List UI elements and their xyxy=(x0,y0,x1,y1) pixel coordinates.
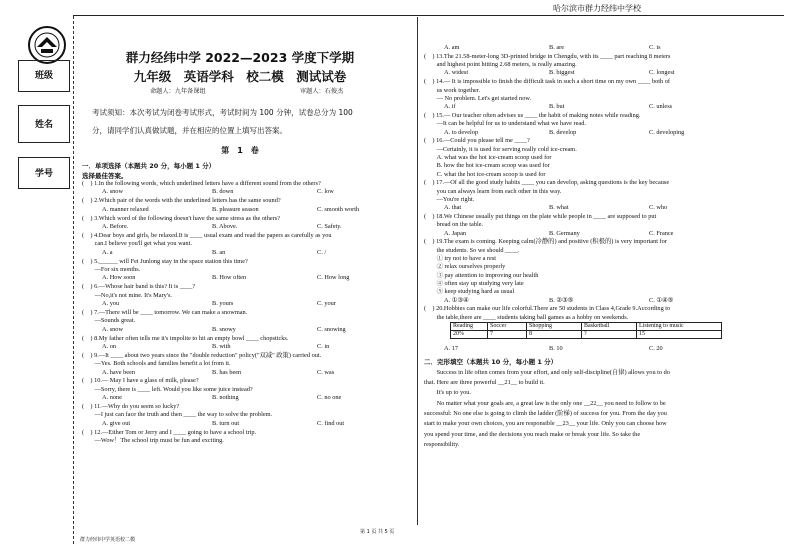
option-b: B. what xyxy=(549,204,569,212)
option-b: B. with xyxy=(212,342,231,350)
option-b: B. How often xyxy=(212,274,247,282)
exam-subtitle: 九年级 英语学科 校二模 测试试卷 xyxy=(133,69,347,84)
question-19-stem: ( ) 19.The exam is coming. Keeping calm(冷静的) and positive (积极的) is very important for xyxy=(424,238,667,246)
question-15-stem: ( ) 15.— Our teacher often advises us ____ the habit of making notes while reading. xyxy=(424,111,641,119)
passage-line: you spend your time, and the decisions you reach make or break your life. So take the xyxy=(424,430,641,438)
question-16-stem: —Certainly, it is used for serving really cold ice-cream. xyxy=(424,145,577,153)
passage-line: successful: No one else is going to climb the ladder (阶梯) of success for you. From the day you xyxy=(424,409,667,417)
hobby-table xyxy=(450,322,722,339)
option-a: A. manner relaxed xyxy=(102,205,149,213)
question-14-stem: — No problem. Let's get started now. xyxy=(424,94,532,102)
option-c: C. no one xyxy=(317,394,342,402)
question-17-stem: you can always learn from each other in this way. xyxy=(424,187,562,195)
question-18-stem: bread on the table. xyxy=(424,221,484,229)
option-c: C. / xyxy=(317,248,327,256)
question-16-stem: ( ) 16.—Could you please tell me ____? xyxy=(424,137,530,145)
table-cell: 7 xyxy=(488,330,527,338)
passage-line: responsibility. xyxy=(424,440,460,448)
option-a: A. if xyxy=(444,103,456,111)
question-14-stem: us work together. xyxy=(424,86,481,94)
exam-title: 群力经纬中学 2022—2023 学度下学期 xyxy=(125,50,355,65)
option-a: A. a xyxy=(102,248,113,256)
question-16-stem: A. what was the hot ice-cream scoop used for xyxy=(424,153,552,161)
number-label: 学号 xyxy=(34,169,53,179)
question-19-stem: ② relax ourselves properly xyxy=(424,263,506,271)
question-9-stem: —Yes. Both schools and families benefit a lot from it. xyxy=(82,360,231,368)
option-a: A. am xyxy=(444,44,460,51)
question-10-stem: —Sorry, there is ____ left. Would you like some juice instead? xyxy=(82,385,253,393)
option-b: B. are xyxy=(549,44,565,51)
option-b: B. an xyxy=(212,248,226,256)
option-b: B. down xyxy=(212,188,234,196)
question-16-stem: C. what the hot ice-cream scoop is used for xyxy=(424,170,546,178)
name-label: 姓名 xyxy=(34,120,53,130)
option-a: A. you xyxy=(102,299,120,307)
option-c: C. low xyxy=(317,188,334,196)
option-c: C. longest xyxy=(649,69,675,77)
option-a: A. have been xyxy=(102,368,136,376)
option-b: B. biggest xyxy=(549,69,575,77)
question-6-stem: ( ) 6.—Whose hair band is this? It is ____? xyxy=(82,283,196,291)
option-a: A. snow xyxy=(102,188,123,196)
author: 命题人：九年备课组 xyxy=(150,88,206,95)
option-b: B. turn out xyxy=(212,419,240,427)
school-header: 哈尔滨市群力经纬中学校 xyxy=(553,4,641,13)
question-16-stem: B. how the hot ice-cream scoop was used for xyxy=(424,162,550,170)
option-b: B. snowy xyxy=(212,325,236,333)
option-b: B. but xyxy=(549,103,565,111)
passage-line: No matter what your goals are, a great law is the only one __22__ you need to follow to be xyxy=(424,399,666,407)
question-19-stem: ④ often stay up studying very late xyxy=(424,279,524,287)
option-c: C. unless xyxy=(649,103,673,111)
question-11-stem: ( ) 11.—Why do you seem so lucky? xyxy=(82,403,180,411)
question-18-stem: ( ) 18.We Chinese usually put things on the plate while people in ____ are supposed to put xyxy=(424,213,657,220)
notice-line-2: 分，请同学们认真做试题，并在相应的位置上填写出答案。 xyxy=(92,126,287,135)
column-divider xyxy=(417,17,418,525)
binding-line xyxy=(73,16,74,544)
question-11-stem: —I just can face the truth and then ____ the way to solve the problem. xyxy=(82,411,273,419)
question-1-stem: ( ) 1.In the following words, which underlined letters have a different sound from the others? xyxy=(82,180,321,187)
question-19-stem: ① try not to have a rest xyxy=(424,255,497,262)
question-3-stem: ( ) 3.Which word of the following doesn't have the same stress as the others? xyxy=(82,214,281,222)
option-c: C. developing xyxy=(649,128,685,136)
option-a: A. to develop xyxy=(444,128,479,136)
question-19-stem: ③ pay attention to improving our health xyxy=(424,271,539,279)
question-12-stem: —Wow！The school trip must be fun and exciting. xyxy=(82,437,224,445)
notice-line-1: 考试须知：本次考试为闭卷考试形式，考试时间为 100 分钟，试卷总分为 100 xyxy=(92,108,353,117)
question-15-stem: —It can be helpful for us to understand what we have read. xyxy=(424,120,586,128)
table-cell: ? xyxy=(582,330,637,338)
section2-heading: 二．完形填空（本题共 10 分，每小题 1 分） xyxy=(424,357,558,366)
option-c: C. who xyxy=(649,204,668,212)
question-19-stem: ⑤ keep studying hard as usual xyxy=(424,288,515,296)
option-c: C. Safety. xyxy=(317,222,342,230)
question-5-stem: ( ) 5.______ will Fei Junlong stay in the space station this time? xyxy=(82,257,248,265)
passage-line: It's up to you. xyxy=(424,389,471,397)
option-c: C. France xyxy=(649,229,674,237)
school-logo xyxy=(27,25,67,65)
question-12-stem: ( ) 12.—Either Tom or Jerry and I ____ going to have a school trip. xyxy=(82,428,257,436)
question-4-stem: can.I believe you'll get what you want. xyxy=(82,240,192,248)
option-c: C. find out xyxy=(317,419,345,427)
table-header-cell: Shopping xyxy=(527,322,582,330)
question-8-stem: ( ) 8.My father often tells me it's impolite to hit an empty bowl ____ chopsticks. xyxy=(82,334,289,342)
question-20-stem: ( ) 20.Hobbies can make our life colorful.There are 50 students in Class 4,Grade 9.According to xyxy=(424,305,671,313)
question-17-stem: —You're right. xyxy=(424,195,475,203)
option-c: C. How long xyxy=(317,274,350,282)
option-a: A. none xyxy=(102,394,122,402)
option-c: C. snowing xyxy=(317,325,346,333)
passage-line: that. Here are three powerful __21__ to build it. xyxy=(424,379,545,386)
option-c: C. in xyxy=(317,342,330,350)
option-a: A. that xyxy=(444,204,462,212)
question-9-stem: ( ) 9.—It ____ about two years since the "double reduction" policy("双减" 政策) carried out. xyxy=(82,351,322,359)
question-7-stem: —Sounds great. xyxy=(82,317,136,325)
passage-line: Success in life often comes from your effort, and only self-discipline(自律) allows you to do xyxy=(424,368,670,376)
table-cell: 20% xyxy=(451,330,488,338)
reviewer: 审题人：石俊杰 xyxy=(300,88,344,95)
section1-instruction: 选择最佳答案。 xyxy=(82,172,128,180)
option-c: C. is xyxy=(649,44,661,51)
question-4-stem: ( ) 4.Dear boys and girls, be relaxed.It is ____ usual exam and read the papers as carefully as you xyxy=(82,231,332,239)
option-b: B. pleasure season xyxy=(212,205,259,213)
option-a: A. give out xyxy=(102,419,131,427)
option-b: B. 10 xyxy=(549,344,563,352)
option-b: B. yours xyxy=(212,299,234,307)
question-2-stem: ( ) 2.Which pair of the words with the underlined letters has the same sound? xyxy=(82,197,281,205)
question-10-stem: ( ) 10.— May I have a glass of milk, please? xyxy=(82,377,199,385)
question-13-stem: ( ) 13.The 21.58-meter-long 3D-printed bridge in Chengdu, with its ____ part reaching 8 meters xyxy=(424,52,671,60)
option-b: B. has been xyxy=(212,368,242,376)
table-header-cell: Soccer xyxy=(488,322,527,330)
question-19-stem: the students. So we should ____. xyxy=(424,246,520,254)
option-b: B. Germany xyxy=(549,229,580,237)
question-14-stem: ( ) 14.— It is impossible to finish the difficult task in such a short time on my own ____ both of xyxy=(424,78,670,86)
table-header-cell: Reading xyxy=(451,322,488,330)
page-number: 第 1 页 共 5 页 xyxy=(360,529,395,535)
option-b: B. ②③⑤ xyxy=(549,296,574,304)
question-13-stem: and highest point hitting 2.68 meters, is really amazing. xyxy=(424,61,577,69)
option-a: A. ①③④ xyxy=(444,296,469,304)
option-a: A. widest xyxy=(444,69,469,77)
option-b: B. develop xyxy=(549,128,577,136)
option-a: A. snow xyxy=(102,325,123,333)
question-5-stem: —For six months. xyxy=(82,265,141,273)
question-7-stem: ( ) 7.—There will be ____ tomorrow. We can make a snowman. xyxy=(82,308,248,316)
question-6-stem: —No,it's not mine. It's Mary's. xyxy=(82,291,172,299)
header-rule xyxy=(73,15,784,16)
table-cell: 8 xyxy=(527,330,582,338)
option-b: B. nothing xyxy=(212,394,239,402)
table-header-cell: Listening to music xyxy=(637,322,722,330)
option-a: A. Japan xyxy=(444,229,467,237)
option-c: C. was xyxy=(317,368,335,376)
option-a: A. Before. xyxy=(102,222,129,230)
option-c: C. smooth worth xyxy=(317,205,360,213)
class-label: 班级 xyxy=(34,71,53,81)
option-b: B. Above. xyxy=(212,222,238,230)
table-cell: 15 xyxy=(637,330,722,338)
option-c: C. your xyxy=(317,299,336,307)
question-17-stem: ( ) 17.—Of all the good study habits ____ you can develop, asking questions is the key because xyxy=(424,179,670,187)
option-a: A. on xyxy=(102,342,116,350)
passage-line: start to make your own choices, you are responsible __23__ your life. Only you can choose how xyxy=(424,420,667,428)
table-header-cell: Basketball xyxy=(582,322,637,330)
option-c: C. ①④⑤ xyxy=(649,296,674,304)
section1-heading: 一．单项选择（本题共 20 分，每小题 1 分） xyxy=(82,162,216,170)
option-c: C. 20 xyxy=(649,344,663,352)
footer-left: 群力经纬中学英语校二模 xyxy=(80,537,136,543)
volume-heading: 第 1 卷 xyxy=(221,146,259,155)
option-a: A. 17 xyxy=(444,344,458,352)
option-a: A. How soon xyxy=(102,274,136,282)
question-20-stem: the table,there are ____ students taking ball games as a hobby on weekends. xyxy=(424,313,629,321)
